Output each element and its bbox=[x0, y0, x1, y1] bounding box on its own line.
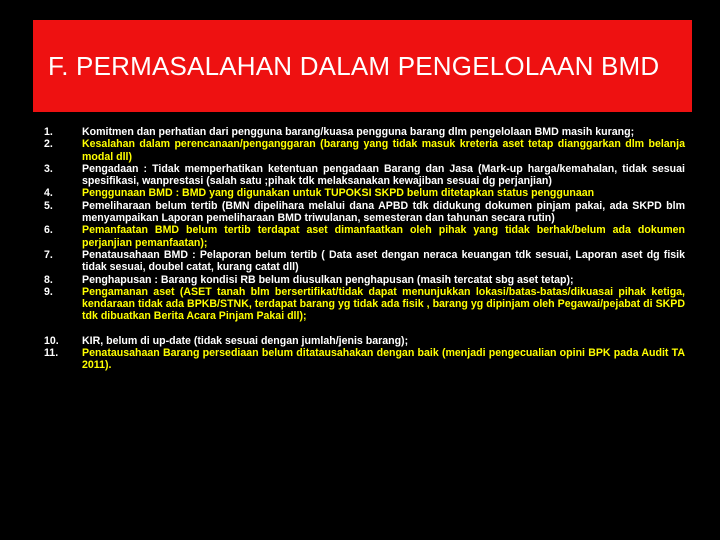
item-text: Pengadaan : Tidak memperhatikan ketentuan pengadaan Barang dan Jasa (Mark-up harga/kemahalan, tidak sesuai spesifikasi, wanprestasi (salah satu ;pihak tdk melaksanakan kewajiban sesuai dg perjanjian) bbox=[82, 162, 685, 188]
list-item bbox=[30, 187, 685, 199]
list-item bbox=[30, 249, 685, 274]
item-number: 7. bbox=[44, 248, 53, 261]
list-item bbox=[30, 126, 685, 138]
item-text: Pemeliharaan belum tertib (BMN dipelihara melalui dana APBD tdk didukung dokumen pinjam pakai, ada SKPD blm menyampaikan Laporan pemeliharaan BMD triwulanan, semesteran dan tahunan secara rutin) bbox=[82, 199, 685, 225]
list-item bbox=[30, 286, 685, 323]
item-number: 5. bbox=[44, 199, 53, 212]
item-text: Penatausahaan BMD : Pelaporan belum tertib ( Data aset dengan neraca keuangan tdk sesuai, Laporan aset dg fisik tidak sesuai, doubel catat, kurang catat dll) bbox=[82, 248, 685, 274]
item-text: KIR, belum di up-date (tidak sesuai dengan jumlah/jenis barang); bbox=[82, 334, 409, 347]
item-text: Kesalahan dalam perencanaan/penganggaran (barang yang tidak masuk kreteria aset tetap dianggarkan dlm belanja modal dll) bbox=[82, 138, 685, 163]
list-item bbox=[30, 200, 685, 225]
item-number: 6. bbox=[44, 224, 53, 237]
item-text: Komitmen dan perhatian dari pengguna barang/kuasa pengguna barang dlm pengelolaan BMD masih kurang; bbox=[82, 126, 635, 138]
list-item bbox=[30, 163, 685, 188]
title-bar bbox=[33, 20, 692, 112]
item-text: Pengamanan aset (ASET tanah blm bersertifikat/tidak dapat menunjukkan lokasi/batas-batas/dikuasai pihak ketiga, kendaraan tidak ada BPKB/STNK, terdapat barang yg tidak ada fisik , barang yg dipinjam oleh Pegawai/pejabat di SKPD tdk dibuatkan Berita Acara Pinjam Pakai dll); bbox=[82, 285, 685, 323]
list-item bbox=[30, 335, 685, 347]
item-number: 10. bbox=[44, 334, 59, 347]
problem-list bbox=[30, 126, 685, 372]
list-item bbox=[30, 347, 685, 372]
item-number: 9. bbox=[44, 285, 53, 298]
list-item bbox=[30, 224, 685, 249]
item-text: Penghapusan : Barang kondisi RB belum diusulkan penghapusan (masih tercatat sbg aset tetap); bbox=[82, 273, 574, 286]
item-number: 11. bbox=[44, 347, 59, 360]
list-item bbox=[30, 274, 685, 286]
item-number: 2. bbox=[44, 138, 53, 151]
item-number: 3. bbox=[44, 162, 53, 175]
item-number: 4. bbox=[44, 187, 53, 200]
item-number: 1. bbox=[44, 126, 53, 138]
item-number: 8. bbox=[44, 273, 53, 286]
slide-title: F. PERMASALAHAN DALAM PENGELOLAAN BMD bbox=[48, 50, 660, 81]
list-item bbox=[30, 138, 685, 163]
item-text: Penatausahaan Barang persediaan belum ditatausahakan dengan baik (menjadi pengecualian opini BPK pada Audit TA 2011). bbox=[82, 347, 685, 372]
item-text: Pemanfaatan BMD belum tertib terdapat aset dimanfaatkan oleh pihak yang tidak berhak/belum ada dokumen perjanjian pemanfaatan); bbox=[82, 224, 685, 249]
item-text: Penggunaan BMD : BMD yang digunakan untuk TUPOKSI SKPD belum ditetapkan status penggunaan bbox=[82, 187, 595, 200]
